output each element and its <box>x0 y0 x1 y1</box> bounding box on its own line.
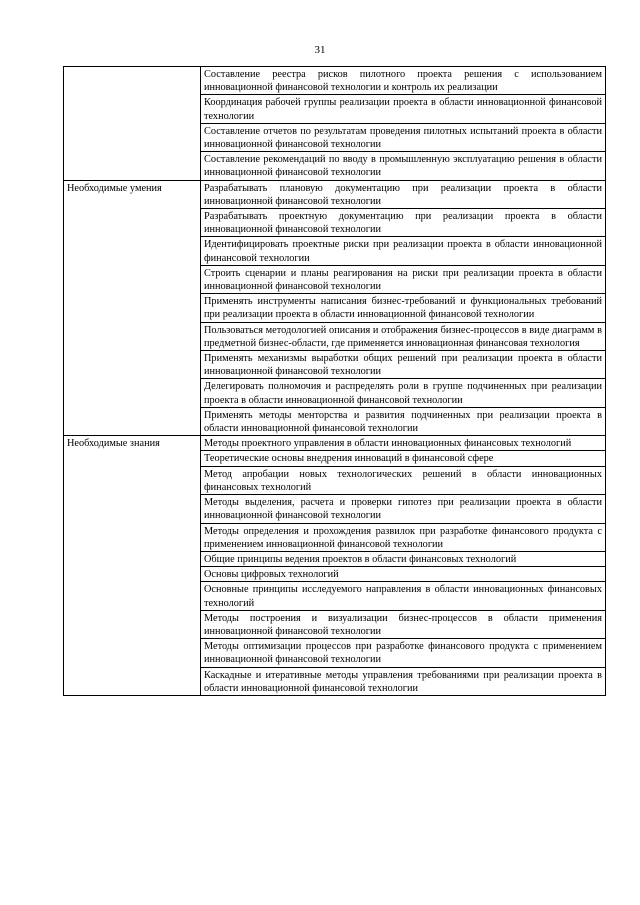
requirement-item: Основные принципы исследуемого направления в области инновационных финансовых технологий <box>201 582 606 610</box>
table-row <box>64 294 606 322</box>
requirement-item: Координация рабочей группы реализации проекта в области инновационной финансовой технологии <box>201 95 606 123</box>
section-label-cell <box>64 351 201 379</box>
table-row <box>64 351 606 379</box>
table-row <box>64 123 606 151</box>
requirement-item: Общие принципы ведения проектов в области финансовых технологий <box>201 551 606 566</box>
table-row <box>64 639 606 667</box>
table-row <box>64 551 606 566</box>
requirement-item: Применять механизмы выработки общих решений при реализации проекта в области инновационной финансовой технологии <box>201 351 606 379</box>
table-row <box>64 436 606 451</box>
section-label-cell <box>64 466 201 494</box>
requirement-item: Методы проектного управления в области инновационных финансовых технологий <box>201 436 606 451</box>
requirement-item: Делегировать полномочия и распределять роли в группе подчиненных при реализации проекта в области инновационной финансовой технологии <box>201 379 606 407</box>
section-label-cell <box>64 265 201 293</box>
section-label-cell <box>64 451 201 466</box>
table-row <box>64 567 606 582</box>
requirement-item: Составление рекомендаций по вводу в промышленную эксплуатацию решения в области инновационной финансовой технологии <box>201 152 606 180</box>
table-row <box>64 667 606 695</box>
requirement-item: Методы выделения, расчета и проверки гипотез при реализации проекта в области инновационной финансовой технологии <box>201 495 606 523</box>
section-label-cell <box>64 523 201 551</box>
page-number: 31 <box>314 44 326 56</box>
requirement-item: Метод апробации новых технологических решений в области инновационных финансовых технологий <box>201 466 606 494</box>
requirement-item: Применять инструменты написания бизнес-требований и функциональных требований при реализации проекта в области инновационной финансовой технологии <box>201 294 606 322</box>
requirement-item: Разрабатывать плановую документацию при реализации проекта в области инновационной финансовой технологии <box>201 180 606 208</box>
section-label-cell <box>64 123 201 151</box>
requirement-item: Методы построения и визуализации бизнес-процессов в области применения инновационной финансовой технологии <box>201 610 606 638</box>
requirement-item: Методы оптимизации процессов при разработке финансового продукта с применением инновационной финансовой технологии <box>201 639 606 667</box>
requirements-table <box>63 66 606 696</box>
table-row <box>64 180 606 208</box>
section-label-cell <box>64 294 201 322</box>
table-row <box>64 466 606 494</box>
section-label-cell <box>64 379 201 407</box>
requirement-item: Применять методы менторства и развития подчиненных при реализации проекта в области инновационной финансовой технологии <box>201 407 606 435</box>
requirement-item: Методы определения и прохождения развилок при разработке финансового продукта с применением инновационной финансовой технологии <box>201 523 606 551</box>
section-label-cell <box>64 237 201 265</box>
requirement-item: Разрабатывать проектную документацию при реализации проекта в области инновационной финансовой технологии <box>201 209 606 237</box>
requirement-item: Строить сценарии и планы реагирования на риски при реализации проекта в области инновационной финансовой технологии <box>201 265 606 293</box>
table-row <box>64 67 606 95</box>
section-label-cell <box>64 322 201 350</box>
table-row <box>64 582 606 610</box>
table-row <box>64 322 606 350</box>
section-label-cell <box>64 567 201 582</box>
section-label <box>64 67 201 95</box>
table-row <box>64 451 606 466</box>
table-row <box>64 407 606 435</box>
table-row <box>64 610 606 638</box>
section-label: Необходимые знания <box>64 436 201 451</box>
requirement-item: Пользоваться методологией описания и отображения бизнес-процессов в виде диаграмм в предметной бизнес-области, где применяется инновационная финансовая технология <box>201 322 606 350</box>
section-label-cell <box>64 152 201 180</box>
section-label-cell <box>64 209 201 237</box>
requirement-item: Идентифицировать проектные риски при реализации проекта в области инновационной финансовой технологии <box>201 237 606 265</box>
requirement-item: Составление реестра рисков пилотного проекта решения с использованием инновационной финансовой технологии и контроль их реализации <box>201 67 606 95</box>
table-row <box>64 265 606 293</box>
section-label-cell <box>64 407 201 435</box>
table-row <box>64 495 606 523</box>
section-label-cell <box>64 639 201 667</box>
table-row <box>64 95 606 123</box>
table-row <box>64 523 606 551</box>
section-label-cell <box>64 582 201 610</box>
section-label-cell <box>64 551 201 566</box>
table-row <box>64 237 606 265</box>
section-label-cell <box>64 667 201 695</box>
requirement-item: Теоретические основы внедрения инноваций в финансовой сфере <box>201 451 606 466</box>
section-label-cell <box>64 95 201 123</box>
requirement-item: Основы цифровых технологий <box>201 567 606 582</box>
requirement-item: Каскадные и итеративные методы управления требованиями при реализации проекта в области инновационной финансовой технологии <box>201 667 606 695</box>
section-label: Необходимые умения <box>64 180 201 208</box>
section-label-cell <box>64 610 201 638</box>
table-row <box>64 379 606 407</box>
table-row <box>64 152 606 180</box>
table-row <box>64 209 606 237</box>
requirement-item: Составление отчетов по результатам проведения пилотных испытаний проекта в области инновационной финансовой технологии <box>201 123 606 151</box>
section-label-cell <box>64 495 201 523</box>
